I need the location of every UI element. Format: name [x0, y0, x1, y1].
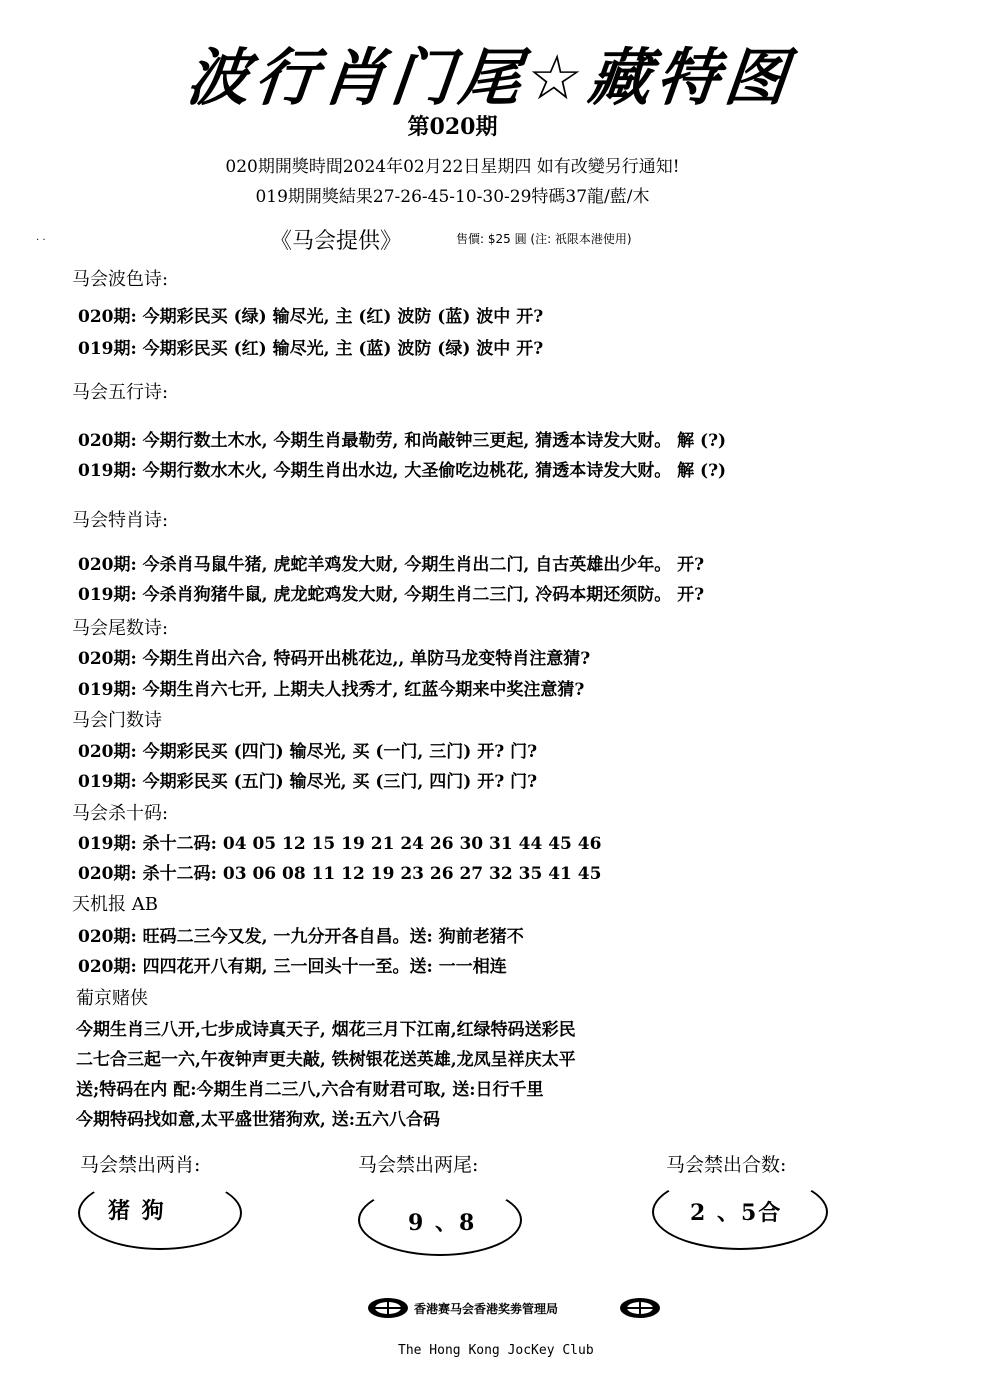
provider-label: 《马会提供》 [270, 229, 403, 254]
ban-tail-value: 9 、8 [408, 1210, 477, 1236]
ban-tail-label: 马会禁出两尾: [358, 1154, 479, 1176]
kill-twelve-line: 019期: 杀十二码: 04 05 12 15 19 21 24 26 30 31 44 45 46 [78, 834, 602, 854]
zodiac-poem-heading: 马会特肖诗: [72, 510, 169, 531]
hkjc-logo-icon [366, 1296, 410, 1320]
wave-poem-line: 019期: 今期彩民买 (红) 输尽光, 主 (蓝) 波防 (绿) 波中 开? [78, 339, 544, 359]
zodiac-poem-line: 019期: 今杀肖狗猪牛鼠, 虎龙蛇鸡发大财, 今期生肖二三门, 冷码本期还须防。 开? [78, 585, 705, 605]
five-elements-heading: 马会五行诗: [72, 382, 169, 403]
ban-sum-label: 马会禁出合数: [666, 1154, 787, 1176]
kill-twelve-heading: 马会杀十码: [72, 803, 169, 824]
issue-number: 第020期 [407, 114, 498, 140]
hkjc-logo-icon [618, 1296, 662, 1320]
macau-verse-line: 今期生肖三八开,七步成诗真天子, 烟花三月下江南,红绿特码送彩民 [76, 1020, 576, 1040]
door-poem-line: 020期: 今期彩民买 (四门) 输尽光, 买 (一门, 三门) 开? 门? [78, 742, 538, 762]
wave-poem-heading: 马会波色诗: [72, 269, 169, 290]
door-poem-line: 019期: 今期彩民买 (五门) 输尽光, 买 (三门, 四门) 开? 门? [78, 772, 538, 792]
kill-twelve-line: 020期: 杀十二码: 03 06 08 11 12 19 23 26 27 32 35 41 45 [78, 864, 602, 884]
five-elements-line: 020期: 今期行数土木水, 今期生肖最勒劳, 和尚敲钟三更起, 猜透本诗发大财。 解 (?) [78, 431, 727, 451]
tail-poem-line: 019期: 今期生肖六七开, 上期夫人找秀才, 红蓝今期来中奖注意猜? [78, 680, 585, 700]
ban-zodiac-value: 猪 狗 [108, 1198, 166, 1224]
footer-english: The Hong Kong JocKey Club [398, 1343, 594, 1358]
draw-result: 019期開獎結果27-26-45-10-30-29特碼37龍/藍/木 [255, 187, 650, 207]
ban-sum-value: 2 、5合 [690, 1200, 783, 1226]
door-poem-heading: 马会门数诗 [72, 710, 162, 731]
draw-time-notice: 020期開獎時間2024年02月22日星期四 如有改變另行通知! [225, 157, 680, 177]
macau-verse-line: 今期特码找如意,太平盛世猪狗欢, 送:五六八合码 [76, 1110, 441, 1130]
macau-verse-line: 二七合三起一六,午夜钟声更夫敲, 铁树银花送英雄,龙凤呈祥庆太平 [76, 1050, 576, 1070]
wave-poem-line: 020期: 今期彩民买 (绿) 输尽光, 主 (红) 波防 (蓝) 波中 开? [78, 307, 544, 327]
tianji-heading: 天机报 AB [72, 894, 158, 915]
tail-poem-line: 020期: 今期生肖出六合, 特码开出桃花边,, 单防马龙变特肖注意猜? [78, 649, 591, 669]
ban-zodiac-label: 马会禁出两肖: [80, 1154, 201, 1176]
macau-verse-line: 送;特码在内 配:今期生肖二三八,六合有财君可取, 送:日行千里 [76, 1080, 544, 1100]
price-note: 售價: $25 圓 (注: 祇限本港使用) [456, 232, 632, 246]
macau-heading: 葡京赌侠 [76, 988, 148, 1009]
tianji-line: 020期: 四四花开八有期, 三一回头十一至。送: 一一相连 [78, 957, 507, 977]
zodiac-poem-line: 020期: 今杀肖马鼠牛猪, 虎蛇羊鸡发大财, 今期生肖出二门, 自古英雄出少年。 开? [78, 555, 705, 575]
page-title: 波行肖门尾☆藏特图 [183, 41, 797, 114]
five-elements-line: 019期: 今期行数水木火, 今期生肖出水边, 大圣偷吃边桃花, 猜透本诗发大财。 解 (?) [78, 461, 727, 481]
tail-poem-heading: 马会尾数诗: [72, 618, 169, 639]
scan-dots: . . [36, 232, 46, 243]
footer-chinese: 香港赛马会香港奖劵管理局 [414, 1302, 559, 1316]
tianji-line: 020期: 旺码二三今又发, 一九分开各自昌。送: 狗前老猪不 [78, 927, 524, 947]
